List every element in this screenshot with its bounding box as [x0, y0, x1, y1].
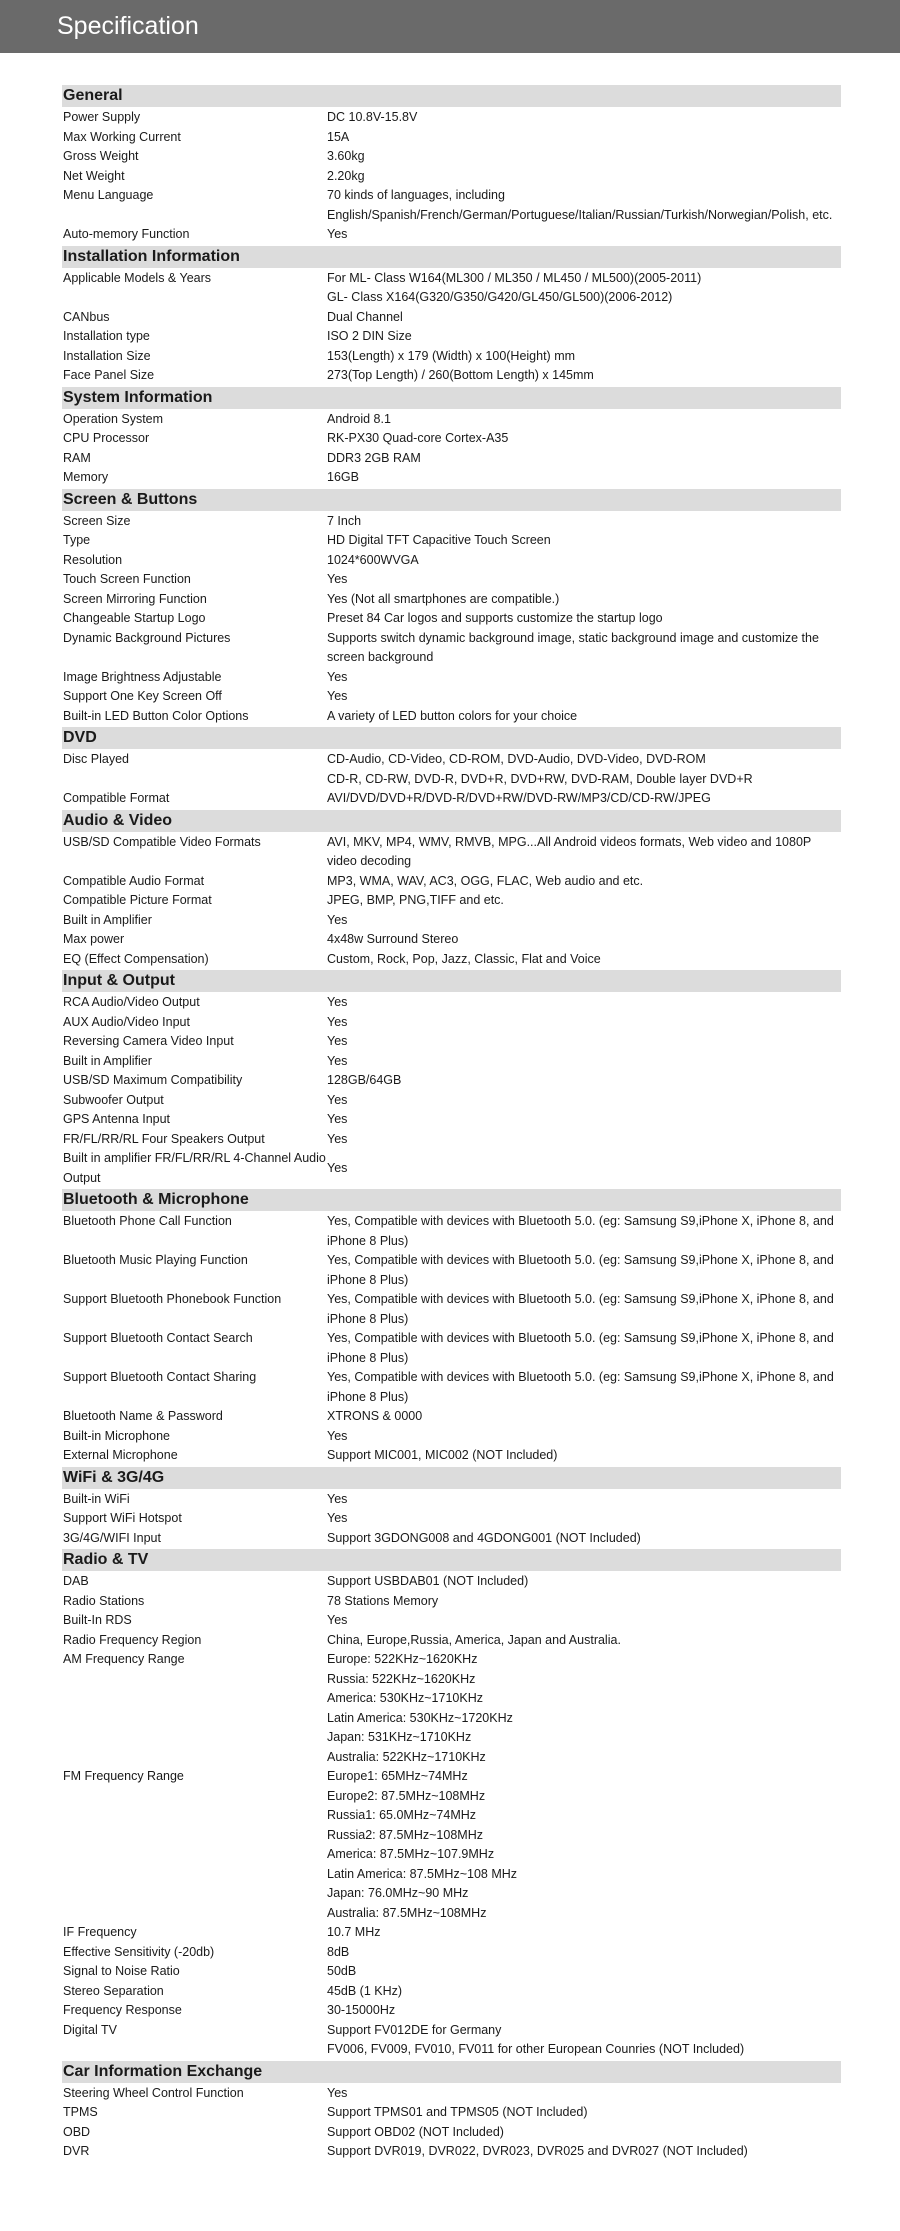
spec-label: Built-in LED Button Color Options [63, 708, 249, 723]
spec-row [62, 1923, 841, 1943]
spec-row [62, 1071, 841, 1091]
spec-label: Dynamic Background Pictures [63, 630, 231, 645]
section-heading: Installation Information [62, 246, 841, 268]
spec-label: Built in amplifier FR/FL/RR/RL 4-Channel Audio Output [63, 1151, 326, 1185]
spec-label: Applicable Models & Years [63, 270, 212, 285]
spec-label: Digital TV [63, 2022, 117, 2037]
spec-row [62, 1212, 841, 1251]
spec-label: Support Bluetooth Contact Search [63, 1331, 253, 1345]
section-heading: Input & Output [62, 970, 841, 992]
spec-label: Type [63, 533, 91, 547]
spec-label: Power Supply [63, 110, 141, 124]
spec-value: 16GB [327, 470, 359, 484]
spec-value: Yes [327, 995, 348, 1009]
spec-value: 3.60kg [327, 149, 365, 163]
spec-row [62, 1032, 841, 1052]
spec-value: Yes, Compatible with devices with Bluetooth 5.0. (eg: Samsung S9,iPhone X, iPhone 8, and iPhone 8 Plus) [327, 1253, 834, 1287]
spec-value: Dual Channel [327, 309, 403, 324]
spec-row [62, 2142, 841, 2162]
spec-row [62, 789, 841, 809]
spec-label: Compatible Picture Format [63, 893, 212, 907]
spec-row [62, 1130, 841, 1150]
spec-label: Radio Stations [63, 1593, 145, 1608]
spec-value: 70 kinds of languages, including English/Spanish/French/German/Portuguese/Italian/Russian/Turkish/Norwegian/Polish, etc. [327, 188, 833, 222]
spec-value: Preset 84 Car logos and supports customize the startup logo [327, 611, 663, 625]
spec-value: Yes, Compatible with devices with Bluetooth 5.0. (eg: Samsung S9,iPhone X, iPhone 8, and iPhone 8 Plus) [327, 1292, 834, 1326]
spec-label: GPS Antenna Input [63, 1112, 171, 1126]
spec-value: Android 8.1 [327, 411, 391, 426]
spec-row [62, 911, 841, 931]
spec-value: Support MIC001, MIC002 (NOT Included) [327, 1448, 558, 1462]
spec-label: Face Panel Size [63, 368, 155, 382]
spec-row [62, 366, 841, 386]
spec-label: Radio Frequency Region [63, 1632, 202, 1647]
spec-row [62, 1650, 841, 1767]
spec-value: A variety of LED button colors for your choice [327, 708, 578, 723]
spec-row [62, 1290, 841, 1329]
section-heading: General [62, 85, 841, 107]
spec-value: Yes [327, 1491, 348, 1506]
spec-row [62, 750, 841, 789]
spec-label: RCA Audio/Video Output [63, 995, 200, 1009]
spec-label: Compatible Audio Format [63, 873, 205, 888]
spec-value: 2.20kg [327, 168, 365, 183]
spec-value: RK-PX30 Quad-core Cortex-A35 [327, 431, 509, 445]
spec-label: FM Frequency Range [63, 1769, 184, 1783]
spec-label: Built in Amplifier [63, 1053, 152, 1068]
spec-value: Yes [327, 669, 348, 684]
spec-row [62, 1091, 841, 1111]
spec-value: Yes [327, 1092, 348, 1107]
spec-value: 1024*600WVGA [327, 552, 419, 567]
spec-value: Yes [327, 1613, 348, 1627]
spec-value: 7 Inch [327, 513, 362, 528]
section-heading: System Information [62, 387, 841, 409]
spec-label: Menu Language [63, 188, 154, 202]
spec-label: AM Frequency Range [63, 1652, 185, 1666]
spec-label: Subwoofer Output [63, 1092, 164, 1107]
spec-label: Bluetooth Name & Password [63, 1409, 223, 1423]
spec-row [62, 1982, 841, 2002]
spec-value: Supports switch dynamic background image, static background image and customize the screen background [327, 630, 819, 664]
spec-row [62, 531, 841, 551]
spec-value: Yes [327, 1428, 348, 1443]
spec-row [62, 147, 841, 167]
spec-value: AVI/DVD/DVD+R/DVD-R/DVD+RW/DVD-RW/MP3/CD/CD-RW/JPEG [327, 791, 711, 805]
spec-label: Support WiFi Hotspot [63, 1511, 182, 1525]
spec-label: Reversing Camera Video Input [63, 1034, 234, 1048]
spec-row [62, 1611, 841, 1631]
spec-row [62, 1529, 841, 1549]
spec-value: CD-Audio, CD-Video, CD-ROM, DVD-Audio, DVD-Video, DVD-ROM CD-R, CD-RW, DVD-R, DVD+R, DVD+RW, DVD-RAM, Double layer DVD+R [327, 752, 753, 786]
spec-label: AUX Audio/Video Input [63, 1014, 190, 1029]
spec-value: 4x48w Surround Stereo [327, 932, 459, 946]
spec-label: FR/FL/RR/RL Four Speakers Output [63, 1131, 265, 1146]
spec-label: Support Bluetooth Contact Sharing [63, 1370, 257, 1384]
spec-label: Resolution [63, 552, 123, 567]
spec-row [62, 570, 841, 590]
spec-row [62, 930, 841, 950]
spec-label: Steering Wheel Control Function [63, 2085, 244, 2100]
spec-value: Yes [327, 1131, 348, 1146]
spec-row [62, 833, 841, 872]
spec-value: For ML- Class W164(ML300 / ML350 / ML450 / ML500)(2005-2011) GL- Class X164(G320/G350/G420/GL450/GL500)(2006-2012) [327, 270, 702, 304]
spec-value: Yes [327, 1034, 348, 1048]
spec-value: Support DVR019, DVR022, DVR023, DVR025 and DVR027 (NOT Included) [327, 2144, 748, 2158]
spec-label: 3G/4G/WIFI Input [63, 1530, 161, 1545]
spec-label: Disc Played [63, 752, 129, 766]
spec-value: Yes [327, 2085, 348, 2100]
spec-row [62, 1962, 841, 1982]
spec-value: Yes, Compatible with devices with Bluetooth 5.0. (eg: Samsung S9,iPhone X, iPhone 8, and iPhone 8 Plus) [327, 1331, 834, 1365]
spec-row [62, 1767, 841, 1923]
spec-value: 128GB/64GB [327, 1073, 402, 1087]
spec-label: Support Bluetooth Phonebook Function [63, 1292, 282, 1306]
spec-value: Yes, Compatible with devices with Bluetooth 5.0. (eg: Samsung S9,iPhone X, iPhone 8, and iPhone 8 Plus) [327, 1214, 834, 1248]
spec-value: Yes [327, 689, 348, 703]
section-heading: DVD [62, 727, 841, 749]
spec-value: China, Europe,Russia, America, Japan and Australia. [327, 1632, 621, 1647]
spec-value: Yes (Not all smartphones are compatible.) [327, 591, 560, 606]
spec-row [62, 1110, 841, 1130]
spec-label: Bluetooth Music Playing Function [63, 1253, 248, 1267]
spec-label: Built in Amplifier [63, 912, 152, 927]
spec-value: DC 10.8V-15.8V [327, 110, 418, 124]
spec-label: Effective Sensitivity (-20db) [63, 1944, 215, 1959]
spec-value: XTRONS & 0000 [327, 1409, 423, 1423]
spec-value: Support 3GDONG008 and 4GDONG001 (NOT Included) [327, 1530, 641, 1545]
spec-row [62, 1592, 841, 1612]
spec-value: 153(Length) x 179 (Width) x 100(Height) mm [327, 348, 576, 363]
spec-label: Screen Mirroring Function [63, 591, 207, 606]
spec-label: Frequency Response [63, 2003, 182, 2017]
spec-value: DDR3 2GB RAM [327, 450, 421, 465]
spec-value: Yes [327, 1160, 348, 1175]
spec-row [62, 128, 841, 148]
spec-row [62, 993, 841, 1013]
spec-row [62, 872, 841, 892]
spec-row [62, 2103, 841, 2123]
section-heading: Car Information Exchange [62, 2061, 841, 2083]
spec-value: 15A [327, 129, 350, 144]
spec-row [62, 1427, 841, 1447]
page-header [0, 0, 900, 53]
spec-row [62, 687, 841, 707]
spec-value: Yes [327, 1112, 348, 1126]
spec-label: Image Brightness Adjustable [63, 669, 222, 684]
spec-row [62, 269, 841, 308]
spec-label: IF Frequency [63, 1925, 137, 1939]
spec-label: CANbus [63, 309, 110, 324]
spec-row [62, 1509, 841, 1529]
spec-value: ISO 2 DIN Size [327, 329, 412, 343]
spec-label: USB/SD Maximum Compatibility [63, 1073, 243, 1087]
spec-label: Installation type [63, 329, 150, 343]
spec-label: Gross Weight [63, 149, 139, 163]
spec-label: Built-in WiFi [63, 1491, 130, 1506]
section-heading: Audio & Video [62, 810, 841, 832]
spec-row [62, 609, 841, 629]
spec-value: 8dB [327, 1944, 350, 1959]
spec-label: EQ (Effect Compensation) [63, 951, 209, 966]
spec-value: Yes [327, 1014, 348, 1029]
spec-label: Max power [63, 932, 125, 946]
spec-row [62, 468, 841, 488]
spec-value: 78 Stations Memory [327, 1593, 439, 1608]
spec-label: Compatible Format [63, 791, 170, 805]
spec-value: 273(Top Length) / 260(Bottom Length) x 145mm [327, 368, 594, 382]
spec-value: Yes [327, 1511, 348, 1525]
spec-row [62, 1631, 841, 1651]
spec-row [62, 1446, 841, 1466]
spec-row [62, 2021, 841, 2060]
spec-label: TPMS [63, 2105, 98, 2119]
spec-row [62, 347, 841, 367]
spec-value: Europe: 522KHz~1620KHz Russia: 522KHz~1620KHz America: 530KHz~1710KHz Latin America: 530KHz~1720KHz Japan: 531KHz~1710KHz Australia: 522KHz~1710KHz [327, 1652, 513, 1764]
spec-row [62, 108, 841, 128]
spec-value: 50dB [327, 1964, 357, 1978]
spec-row [62, 629, 841, 668]
spec-row [62, 225, 841, 245]
spec-row [62, 950, 841, 970]
spec-row [62, 707, 841, 727]
spec-row [62, 1490, 841, 1510]
spec-label: Changeable Startup Logo [63, 611, 206, 625]
spec-row [62, 2123, 841, 2143]
spec-row [62, 891, 841, 911]
spec-label: Signal to Noise Ratio [63, 1964, 180, 1978]
spec-value: Custom, Rock, Pop, Jazz, Classic, Flat and Voice [327, 951, 601, 966]
spec-label: CPU Processor [63, 431, 150, 445]
spec-label: USB/SD Compatible Video Formats [63, 834, 261, 849]
spec-row [62, 308, 841, 328]
spec-value: Europe1: 65MHz~74MHz Europe2: 87.5MHz~108MHz Russia1: 65.0MHz~74MHz Russia2: 87.5MHz~108MHz America: 87.5MHz~107.9MHz Latin America: 87.5MHz~108 MHz Japan: 76.0MHz~90 MHz Australia: 87.5MHz~108MHz [327, 1769, 518, 1920]
spec-label: Built-In RDS [63, 1613, 132, 1627]
spec-label: Auto-memory Function [63, 227, 190, 241]
spec-row [62, 1368, 841, 1407]
spec-value: Support USBDAB01 (NOT Included) [327, 1574, 529, 1588]
spec-value: Support TPMS01 and TPMS05 (NOT Included) [327, 2105, 588, 2119]
spec-label: Memory [63, 470, 109, 484]
spec-row [62, 590, 841, 610]
page-title: Specification [57, 12, 199, 40]
spec-label: Max Working Current [63, 129, 181, 144]
spec-value: AVI, MKV, MP4, WMV, RMVB, MPG...All Android videos formats, Web video and 1080P video decoding [327, 834, 812, 868]
spec-row [62, 449, 841, 469]
spec-value: HD Digital TFT Capacitive Touch Screen [327, 533, 551, 547]
specification-table [62, 84, 841, 2162]
spec-row [62, 2084, 841, 2104]
spec-label: Net Weight [63, 168, 125, 183]
spec-label: RAM [63, 450, 91, 465]
spec-value: 10.7 MHz [327, 1925, 381, 1939]
spec-value: Support FV012DE for Germany FV006, FV009, FV010, FV011 for other European Counries (NOT Included) [327, 2022, 745, 2056]
spec-row [62, 1407, 841, 1427]
spec-row [62, 512, 841, 532]
spec-row [62, 429, 841, 449]
section-heading: Radio & TV [62, 1549, 841, 1571]
spec-label: DAB [63, 1574, 89, 1588]
spec-row [62, 1251, 841, 1290]
spec-row [62, 2001, 841, 2021]
spec-row [62, 1149, 841, 1188]
spec-label: Built-in Microphone [63, 1428, 170, 1443]
spec-value: Yes [327, 227, 348, 241]
spec-row [62, 1943, 841, 1963]
spec-row [62, 167, 841, 187]
spec-value: Yes, Compatible with devices with Bluetooth 5.0. (eg: Samsung S9,iPhone X, iPhone 8, and iPhone 8 Plus) [327, 1370, 834, 1404]
spec-label: Touch Screen Function [63, 572, 191, 586]
spec-label: Screen Size [63, 513, 131, 528]
spec-label: Bluetooth Phone Call Function [63, 1214, 232, 1228]
spec-row [62, 327, 841, 347]
spec-label: DVR [63, 2144, 90, 2158]
spec-value: Yes [327, 1053, 348, 1068]
spec-row [62, 1329, 841, 1368]
spec-label: OBD [63, 2124, 91, 2139]
spec-label: Support One Key Screen Off [63, 689, 222, 703]
spec-label: External Microphone [63, 1448, 178, 1462]
section-heading: Bluetooth & Microphone [62, 1189, 841, 1211]
spec-value: 45dB (1 KHz) [327, 1983, 403, 1998]
spec-value: MP3, WMA, WAV, AC3, OGG, FLAC, Web audio and etc. [327, 873, 644, 888]
spec-value: 30-15000Hz [327, 2003, 396, 2017]
spec-row [62, 551, 841, 571]
spec-value: Yes [327, 572, 348, 586]
spec-row [62, 410, 841, 430]
spec-row [62, 186, 841, 225]
spec-label: Operation System [63, 411, 164, 426]
section-heading: Screen & Buttons [62, 489, 841, 511]
spec-row [62, 1013, 841, 1033]
spec-label: Installation Size [63, 348, 151, 363]
spec-value: Support OBD02 (NOT Included) [327, 2124, 504, 2139]
section-heading: WiFi & 3G/4G [62, 1467, 841, 1489]
spec-row [62, 1052, 841, 1072]
spec-value: JPEG, BMP, PNG,TIFF and etc. [327, 893, 504, 907]
spec-row [62, 668, 841, 688]
spec-row [62, 1572, 841, 1592]
spec-label: Stereo Separation [63, 1983, 164, 1998]
spec-value: Yes [327, 912, 348, 927]
